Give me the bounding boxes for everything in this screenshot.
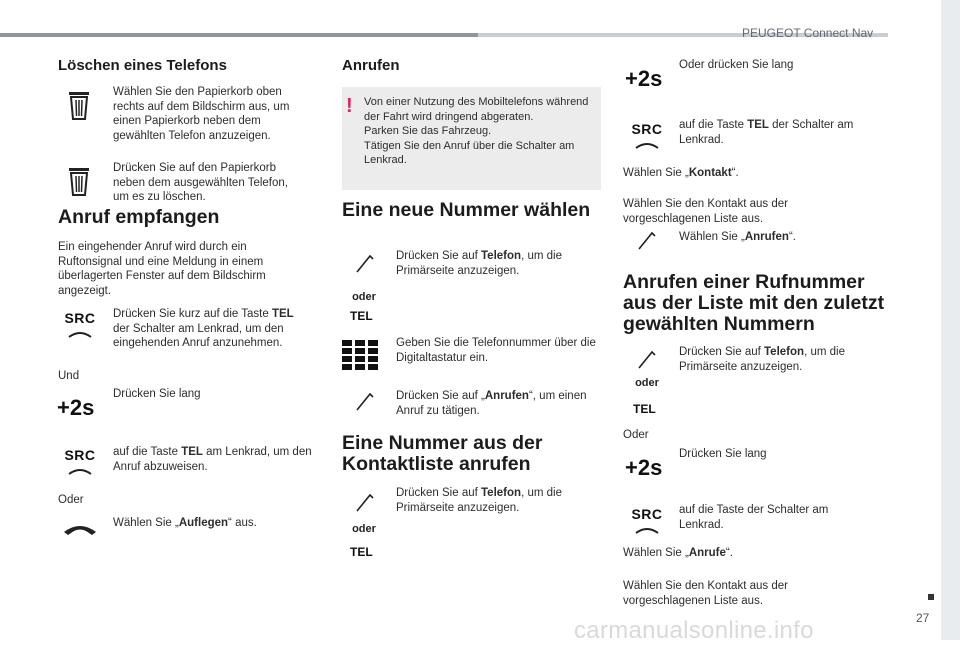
text-bold: TEL <box>181 446 203 458</box>
key-step: auf die Taste der Schalter am Lenkrad. <box>679 504 829 531</box>
press-long-text: Drücken Sie lang <box>113 388 201 400</box>
text-bold: Telefon <box>481 250 522 262</box>
text-part: Wählen Sie „ <box>113 517 179 529</box>
press-long-or: Oder drücken Sie lang <box>679 59 794 71</box>
hangup-icon <box>62 522 98 536</box>
receive-call-heading: Anruf empfangen <box>58 206 220 228</box>
plus-2s-icon: +2s <box>57 395 95 420</box>
text-part: Drücken Sie auf <box>679 346 765 358</box>
text-part: “ aus. <box>228 517 257 529</box>
src-step <box>679 118 879 147</box>
select-call-step <box>679 230 796 245</box>
text-part: Drücken Sie auf <box>396 250 482 262</box>
text-bold: Anrufe <box>688 547 726 559</box>
text-bold: Anrufen <box>744 231 789 243</box>
warning-text: Von einer Nutzung des Mobiltelefons während der Fahrt wird dringend abgeraten. Parken Sie das Fahrzeug. Tätigen Sie den Anruf über die Schalter am Lenkrad. <box>364 96 589 166</box>
text-part: , um die Primärseite anzuzeigen. <box>679 346 845 373</box>
phone-step <box>396 249 591 278</box>
text-bold: TEL <box>747 119 769 131</box>
receive-call-intro: Ein eingehender Anruf wird durch ein Ruftonsignal und eine Meldung in einem überlagerten Fenster auf dem Bildschirm angezeigt. <box>58 241 266 297</box>
press-long-text: Drücken Sie lang <box>679 448 767 460</box>
tel-key-label: TEL <box>633 402 656 416</box>
phone-step-3 <box>679 345 874 374</box>
text-part: , um die Primärseite anzuzeigen. <box>396 487 562 514</box>
text-part: Drücken Sie auf <box>396 487 482 499</box>
src-key-icon <box>627 121 667 149</box>
call-heading: Anrufen <box>342 57 400 74</box>
text-bold: Telefon <box>481 487 522 499</box>
reject-step <box>113 445 313 474</box>
text-part: am Lenkrad, um den Anruf abzuweisen. <box>113 446 312 473</box>
src-key-icon <box>627 506 667 534</box>
header-rule <box>0 33 478 37</box>
text-part: “, um einen Anruf zu tätigen. <box>396 390 587 417</box>
text-bold: Auflegen <box>178 517 229 529</box>
text-part: “. <box>731 167 739 179</box>
delete-step-1: Wählen Sie den Papierkorb oben rechts auf dem Bildschirm aus, um einen Papierkorb neben dem gewählten Telefon anzuzeigen. <box>113 86 290 142</box>
phone-handset-icon <box>636 349 658 371</box>
text-part: “. <box>788 231 796 243</box>
select-from-list: Wählen Sie den Kontakt aus der vorgeschlagenen Liste aus. <box>623 198 788 225</box>
text-part: “. <box>725 547 733 559</box>
brand-label: PEUGEOT Connect Nav <box>742 26 874 40</box>
text-part: , um die Primärseite anzuzeigen. <box>396 250 562 277</box>
handset-icon <box>60 466 100 476</box>
text-bold: Telefon <box>764 346 805 358</box>
handset-icon <box>627 140 667 150</box>
plus-2s-icon: +2s <box>625 455 663 480</box>
new-number-heading: Eine neue Nummer wählen <box>342 199 591 221</box>
phone-handset-icon <box>354 391 376 413</box>
src-key-label: SRC <box>631 506 663 522</box>
src-key-icon <box>60 447 100 475</box>
phone-handset-icon <box>354 253 376 275</box>
select-calls-step <box>623 546 733 561</box>
recent-calls-heading: Anrufen einer Rufnummer aus der Liste mit den zuletzt gewählten Nummern <box>623 271 885 335</box>
side-strip <box>941 0 960 640</box>
text-bold: TEL <box>271 308 294 320</box>
trash-icon <box>68 166 90 196</box>
page-number: 27 <box>916 611 930 625</box>
und-label: Und <box>58 370 80 382</box>
hangup-step <box>113 516 257 531</box>
oder-label: Oder <box>623 429 649 441</box>
tel-key-label: TEL <box>350 309 373 323</box>
oder-label: oder <box>635 377 659 389</box>
delete-step-2: Drücken Sie auf den Papierkorb neben dem ausgewählten Telefon, um es zu löschen. <box>113 162 288 203</box>
text-part: Wählen Sie „ <box>679 231 745 243</box>
src-key-label: SRC <box>64 447 96 463</box>
phone-handset-icon <box>636 230 658 252</box>
select-from-list-2: Wählen Sie den Kontakt aus der vorgeschlagenen Liste aus. <box>623 580 788 607</box>
keypad-step: Geben Sie die Telefonnummer über die Digitaltastatur ein. <box>396 337 596 364</box>
tel-key-label: TEL <box>350 545 373 559</box>
oder-label: oder <box>352 523 376 535</box>
text-part: Drücken Sie kurz auf die Taste <box>113 308 272 320</box>
oder-label: oder <box>352 291 376 303</box>
handset-icon <box>627 525 667 535</box>
text-part: auf die Taste <box>679 119 748 131</box>
end-marker <box>928 594 934 600</box>
call-step <box>396 389 591 418</box>
text-part: auf die Taste <box>113 446 182 458</box>
phone-handset-icon <box>354 492 376 514</box>
receive-step-1 <box>113 307 313 351</box>
watermark: carmanualsonline.info <box>574 617 814 644</box>
src-key-label: SRC <box>631 121 663 137</box>
warning-icon: ! <box>346 95 353 117</box>
select-contact-step <box>623 166 739 181</box>
text-bold: Anrufen <box>484 390 529 402</box>
text-part: der Schalter am Lenkrad. <box>679 119 854 146</box>
src-key-icon <box>60 310 100 338</box>
text-part: Wählen Sie „ <box>623 167 689 179</box>
text-bold: Kontakt <box>688 167 732 179</box>
keypad-icon <box>342 340 380 370</box>
text-part: Drücken Sie auf „ <box>396 390 485 402</box>
phone-step-2 <box>396 486 591 515</box>
trash-icon <box>68 90 90 120</box>
text-part: der Schalter am Lenkrad, um den eingehenden Anruf anzunehmen. <box>113 322 284 349</box>
src-key-label: SRC <box>64 310 96 326</box>
text-part: Wählen Sie „ <box>623 547 689 559</box>
contacts-heading: Eine Nummer aus der Kontaktliste anrufen <box>342 432 543 475</box>
delete-phone-heading: Löschen eines Telefons <box>58 57 227 74</box>
plus-2s-icon: +2s <box>625 66 663 91</box>
oder-label: Oder <box>58 494 84 506</box>
handset-icon <box>60 329 100 339</box>
